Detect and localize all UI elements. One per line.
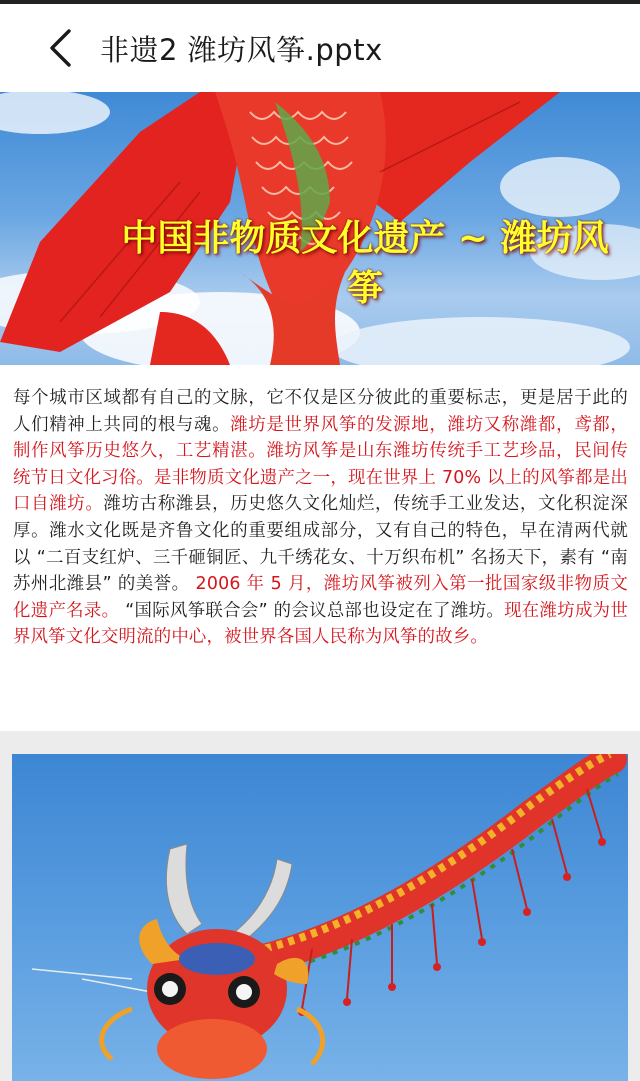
chevron-left-icon [47, 28, 73, 68]
text-segment-4-highlight: 2006 年 5 月，潍坊风筝被列入第一批国家级非物质文化遗产名录。 [13, 574, 628, 621]
text-segment-1: 每个城市区域都有自己的文脉，它不仅是区分彼此的重要标志，更是居于此的人们精神上共同的根与魂。 [13, 388, 628, 435]
dragon-kite-illustration [12, 754, 628, 1081]
slide-text-card [0, 365, 640, 731]
slide-1-fish-kite[interactable] [0, 92, 640, 365]
slide-body-text [13, 385, 628, 651]
slide-2-dragon-kite[interactable] [12, 754, 628, 1081]
text-segment-5: “国际风筝联合会” 的会议总部也设定在了潍坊。 [119, 600, 505, 621]
text-segment-3: 潍坊古称潍县，历史悠久文化灿烂，传统手工业发达，文化积淀深厚。潍水文化既是齐鲁文化的重要组成部分，又有自己的特色，早在清两代就以 “二百支红炉、三千砸铜匠、九千绣花女、十万织布机” 名扬天下，素有 “南苏州北潍县” 的美誉。 [13, 494, 628, 595]
text-segment-2-highlight: 潍坊是世界风筝的发源地，潍坊又称潍都，鸢都，制作风筝历史悠久，工艺精湛。潍坊风筝是山东潍坊传统手工艺珍品，民间传统节日文化习俗。是非物质文化遗产之一，现在世界上 70% 以上的风筝都是出口自潍坊。 [13, 414, 629, 515]
back-button[interactable] [38, 26, 82, 70]
dragon-body-segments [242, 754, 618, 976]
document-title: 非遗2 潍坊风筝.pptx [100, 32, 383, 67]
app-header [0, 4, 640, 92]
slide-1-title: 中国非物质文化遗产 ~ 潍坊风筝 [121, 218, 609, 309]
text-segment-6-highlight: 现在潍坊成为世界风筝文化交明流的中心，被世界各国人民称为风筝的故乡。 [13, 600, 628, 648]
